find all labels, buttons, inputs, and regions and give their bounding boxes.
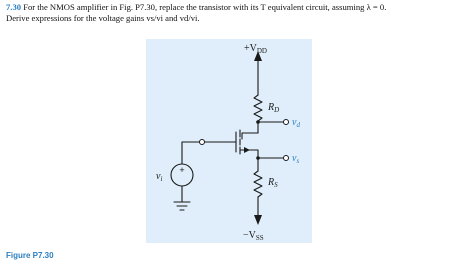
gate-terminal (200, 140, 205, 145)
vss-arrowhead (254, 215, 262, 225)
source-arrowhead (244, 147, 250, 153)
vi-top-wire (182, 142, 200, 164)
problem-number: 7.30 (6, 2, 22, 12)
problem-statement (6, 2, 452, 24)
rs-label: $R_S$ (268, 177, 278, 189)
circuit-figure (146, 39, 312, 243)
vs-terminal (284, 156, 289, 161)
rd-label: $R_D$ (268, 102, 280, 114)
drain-node (256, 120, 260, 124)
vd-terminal (284, 120, 289, 125)
rd-resistor (254, 95, 262, 121)
source-node (256, 156, 260, 160)
vi-label: $v_i$ (156, 171, 163, 183)
problem-line-1 (6, 2, 452, 13)
rs-resistor (254, 171, 262, 197)
vss-label: $-V_{SS}$ (243, 230, 264, 242)
drain-lead (242, 133, 258, 139)
vs-label: $v_s$ (292, 153, 300, 165)
vi-plus-sign: + (179, 165, 185, 175)
circuit-diagram (146, 39, 312, 243)
problem-text-1: For the NMOS amplifier in Fig. P7.30, replace the transistor with its T equivalent circuit, assuming λ = 0. (23, 2, 387, 12)
vd-label: $v_d$ (292, 117, 300, 129)
vdd-label: $+V_{DD}$ (244, 43, 267, 55)
problem-line-2: Derive expressions for the voltage gains vs/vi and vd/vi. (6, 13, 200, 23)
source-lead (240, 150, 258, 161)
figure-caption: Figure P7.30 (6, 251, 54, 260)
